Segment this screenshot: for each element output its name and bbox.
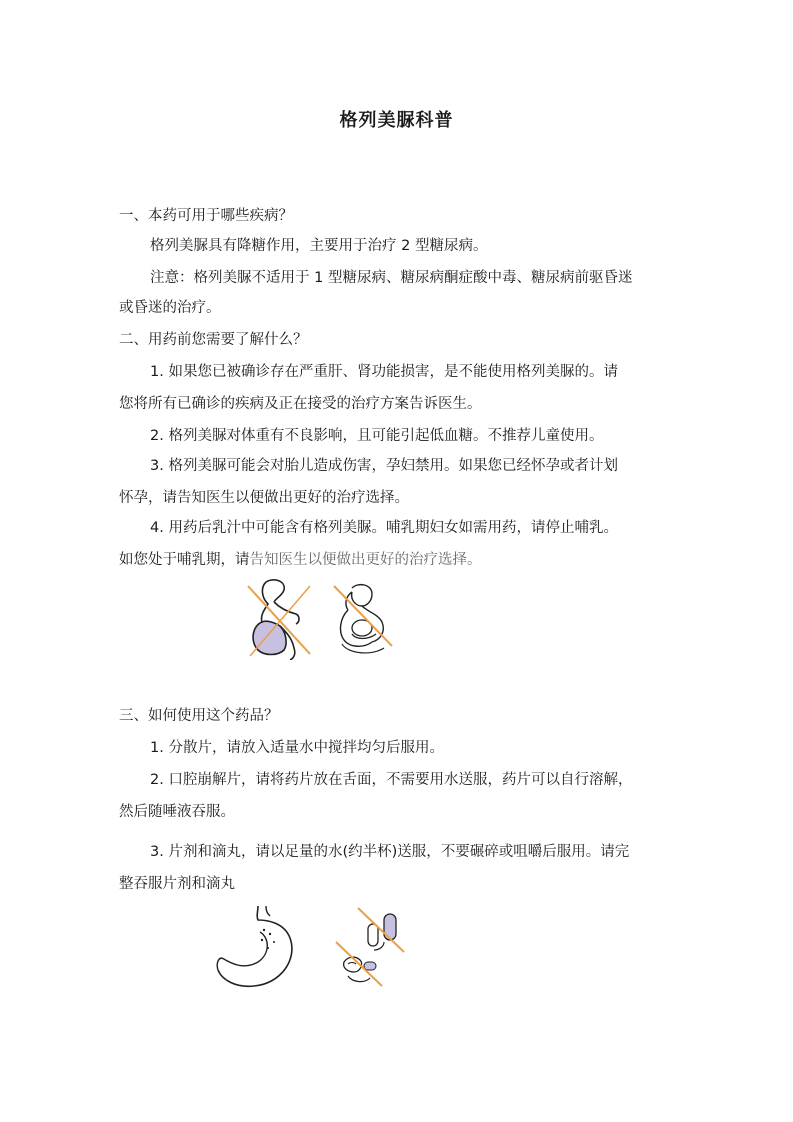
- pregnant-woman-icon: [244, 578, 314, 660]
- section2-item4-line2: [119, 550, 482, 570]
- stomach-icon: [214, 904, 304, 990]
- section2-item4-line1: 4. 用药后乳汁中可能含有格列美脲。哺乳期妇女如需用药，请停止哺乳。: [150, 520, 618, 536]
- section1-heading: 一、本药可用于哪些疾病？: [119, 208, 293, 224]
- section2-item2: 2. 格列美脲对体重有不良影响，且可能引起低血糖。不推荐儿童使用。: [150, 428, 604, 444]
- section2-heading: 二、用药前您需要了解什么？: [119, 332, 308, 348]
- section1-note-line1: 注意：格列美脲不适用于 1 型糖尿病、糖尿病酮症酸中毒、糖尿病前驱昏迷: [150, 270, 633, 286]
- section3-item3-line2: 整吞服片剂和滴丸: [119, 876, 235, 892]
- section1-note-line2: 或昏迷的治疗。: [119, 300, 221, 316]
- section1-paragraph-1: 格列美脲具有降糖作用，主要用于治疗 2 型糖尿病。: [150, 238, 488, 254]
- section3-item1: 1. 分散片，请放入适量水中搅拌均匀后服用。: [150, 740, 444, 756]
- section3-item2-line1: 2. 口腔崩解片，请将药片放在舌面，不需要用水送服，药片可以自行溶解，: [150, 772, 633, 788]
- section2-item4-line2-a: 如您处于哺乳期，请: [119, 552, 250, 568]
- section3-item2-line2: 然后随唾液吞服。: [119, 804, 235, 820]
- section2-item4-line2-b: 告知医生以便做出更好的治疗选择。: [249, 552, 482, 568]
- section2-item3-line2: 怀孕，请告知医生以便做出更好的治疗选择。: [119, 490, 409, 506]
- section3-item3-line1: 3. 片剂和滴丸，请以足量的水(约半杯)送服，不要碾碎或咀嚼后服用。请完: [150, 844, 630, 860]
- breastfeeding-icon: [328, 582, 398, 660]
- section2-item3-line1: 3. 格列美脲可能会对胎儿造成伤害，孕妇禁用。如果您已经怀孕或者计划: [150, 458, 618, 474]
- section3-heading: 三、如何使用这个药品？: [119, 708, 279, 724]
- no-chewing-icon: [334, 906, 408, 992]
- section2-item1-line1: 1. 如果您已被确诊存在严重肝、肾功能损害，是不能使用格列美脲的。请: [150, 364, 618, 380]
- section2-item1-line2: 您将所有已确诊的疾病及正在接受的治疗方案告诉医生。: [119, 396, 482, 412]
- page-title: 格列美脲科普: [339, 110, 454, 131]
